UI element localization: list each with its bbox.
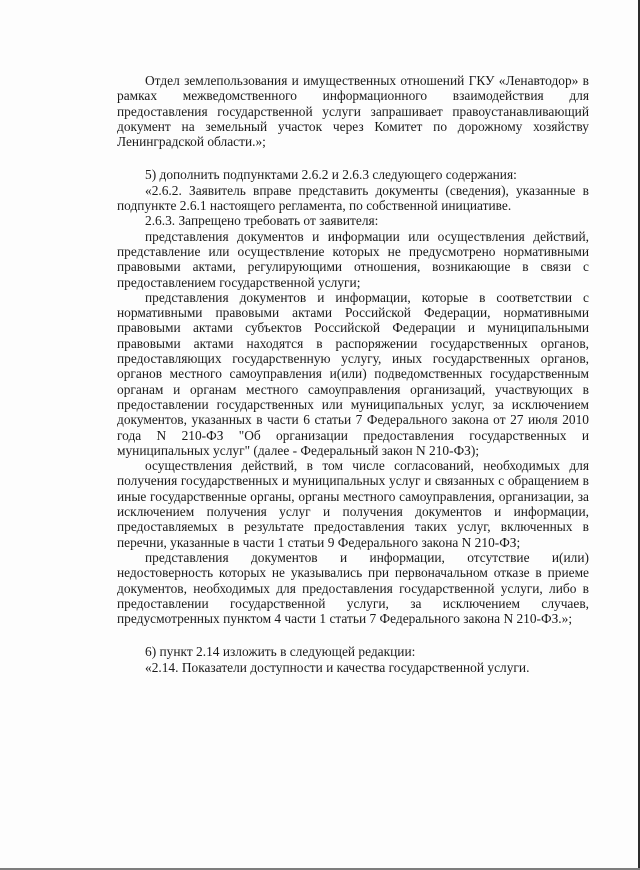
paragraph-spacer xyxy=(117,149,589,167)
paragraph-requirement-4: представления документов и информации, отсутствие и(или) недостоверность которых не указывались при первоначальном отказе в приеме документов, необходимых для предоставления государственной услуги, либо в предоставлении государственной услуги, за исключением случаев, предусмотренных пунктом 4 части 1 статьи 7 Федерального закона N 210-ФЗ.»; xyxy=(117,549,589,627)
document-body xyxy=(117,73,589,675)
paragraph-2-6-3-heading: 2.6.3. Запрещено требовать от заявителя: xyxy=(145,213,379,229)
paragraph-spacer xyxy=(117,626,589,644)
paragraph-land-use: Отдел землепользования и имущественных отношений ГКУ «Ленавтодор» в рамках межведомственного информационного взаимодействия для предоставления государственной услуги запрашивает правоустанавливающий документ на земельный участок через Комитет по дорожному хозяйству Ленинградской области.»; xyxy=(117,73,589,150)
paragraph-requirement-3: осуществления действий, в том числе согласований, необходимых для получения государственных и муниципальных услуг и связанных с обращением в иные государственные органы, органы местного самоуправления, организации, за исключением получения услуг и получения документов и информации, предоставляемых в результате предоставления таких услуг, включенных в перечни, указанные в части 1 статьи 9 Федерального закона N 210-ФЗ; xyxy=(117,458,589,550)
paragraph-2-14-title: «2.14. Показатели доступности и качества государственной услуги. xyxy=(145,659,530,675)
paragraph-supplement-heading: 5) дополнить подпунктами 2.6.2 и 2.6.3 следующего содержания: xyxy=(145,167,517,183)
paragraph-requirement-2: представления документов и информации, которые в соответствии с нормативными правовыми актами Российской Федерации, нормативными правовыми актами субъектов Российской Федерации и муниципальными правовыми актами находятся в распоряжении государственных органов, предоставляющих государственную услугу, иных государственных органов, органов местного самоуправления и(или) подведомственных государственным органам и органам местного самоуправления организаций, участвующих в предоставлении государственных или муниципальных услуг, за исключением документов, указанных в части 6 статьи 7 Федерального закона от 27 июля 2010 года N 210-ФЗ "Об организации предоставления государственных и муниципальных услуг" (далее - Федеральный закон N 210-ФЗ); xyxy=(117,289,589,458)
paragraph-2-6-2: «2.6.2. Заявитель вправе представить документы (сведения), указанные в подпункте 2.6.1 настоящего регламента, по собственной инициативе. xyxy=(117,182,589,214)
paragraph-requirement-1: представления документов и информации или осуществления действий, представление или осуществление которых не предусмотрено нормативными правовыми актами, регулирующими отношения, возникающие в связи с предоставлением государственной услуги; xyxy=(117,228,589,290)
paragraph-2-14-instruction: 6) пункт 2.14 изложить в следующей редакции: xyxy=(145,644,416,660)
